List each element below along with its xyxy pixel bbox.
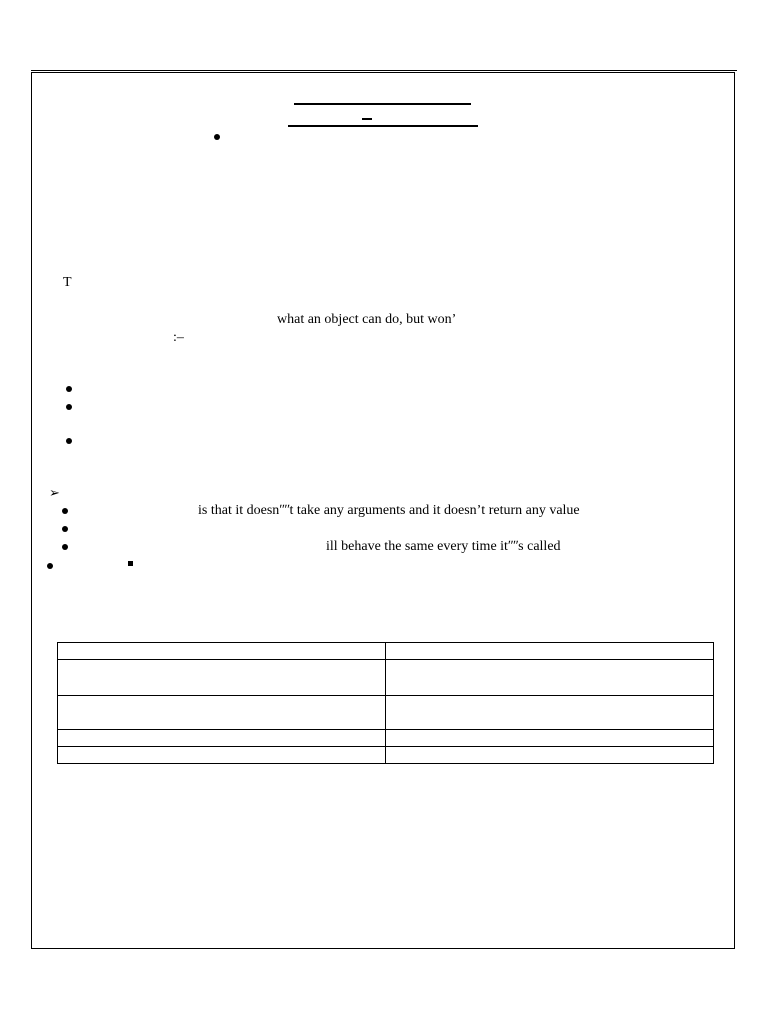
table-cell (58, 660, 386, 696)
text-fragment-arguments: is that it doesnʺʺt take any arguments and it doesnʼt return any value (198, 503, 580, 518)
arrow-bullet-icon: ➢ (49, 485, 60, 500)
table-row (58, 643, 714, 660)
bullet-dot (66, 438, 72, 444)
table-cell (386, 643, 714, 660)
table-cell (58, 730, 386, 747)
text-fragment-t: T (63, 275, 72, 290)
bullet-dot (62, 526, 68, 532)
table-cell (58, 747, 386, 764)
table-cell (386, 660, 714, 696)
bullet-dot (62, 544, 68, 550)
comparison-table (57, 642, 714, 764)
text-fragment-separator: :– (173, 330, 184, 345)
table-row (58, 730, 714, 747)
text-fragment-behave: ill behave the same every time itʺʺs called (326, 539, 561, 554)
square-bullet-icon (128, 561, 133, 566)
title-underline-top (294, 103, 471, 105)
table-row (58, 696, 714, 730)
table-cell (386, 730, 714, 747)
table-cell (58, 696, 386, 730)
table-row (58, 660, 714, 696)
bullet-dot (214, 134, 220, 140)
bullet-dot (47, 563, 53, 569)
table-cell (386, 747, 714, 764)
title-dash (362, 118, 372, 120)
table-row (58, 747, 714, 764)
title-underline-bottom (288, 125, 478, 127)
text-fragment-object: what an object can do, but wonʼ (277, 312, 457, 327)
bullet-dot (62, 508, 68, 514)
table-cell (386, 696, 714, 730)
bullet-dot (66, 386, 72, 392)
bullet-dot (66, 404, 72, 410)
page-top-rule (31, 70, 737, 71)
table-cell (58, 643, 386, 660)
